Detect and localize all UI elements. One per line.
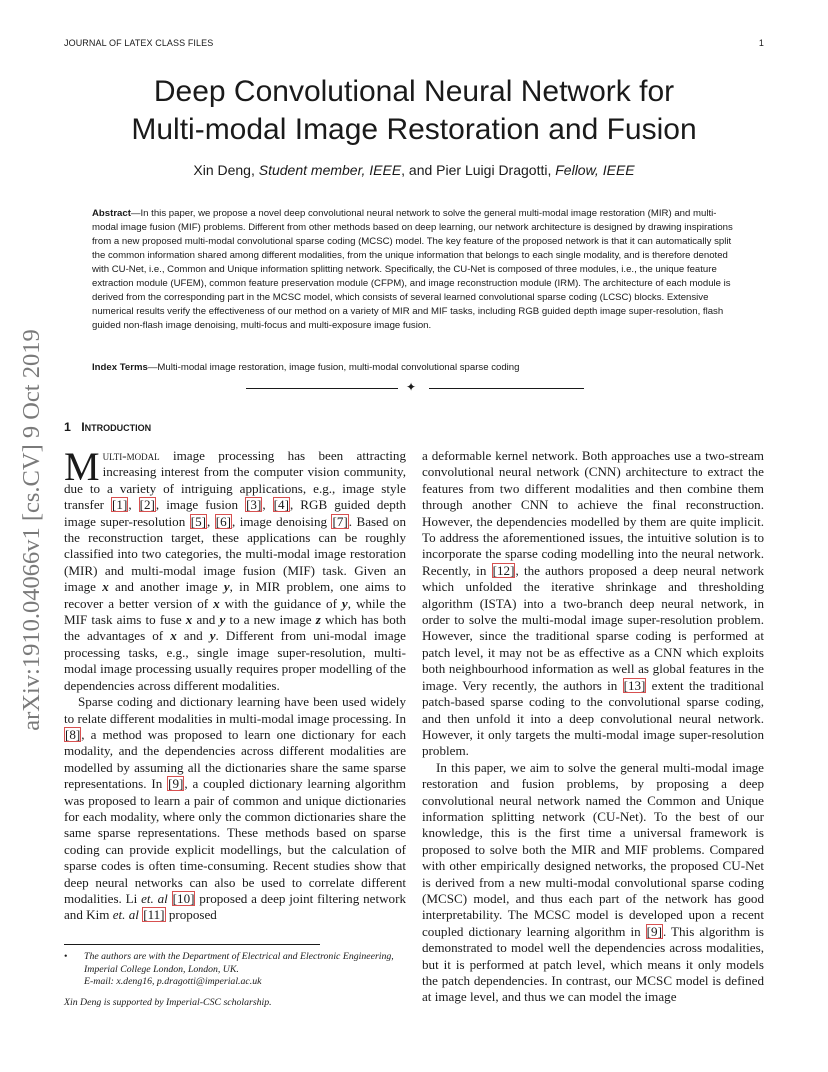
section-title: Introduction: [81, 420, 152, 434]
citation-link[interactable]: [5]: [190, 513, 206, 529]
right-column: [422, 448, 764, 1006]
index-terms-label: Index Terms: [92, 362, 148, 373]
citation-link[interactable]: [6]: [215, 513, 231, 529]
index-terms: [92, 361, 738, 375]
intro-paragraph-4: In this paper, we aim to solve the general multi-modal image restoration and fusion problems, by proposing a deep convolutional neural network named the Common and Unique information splitting network (CU-Net). To the best of our knowledge, this is the first time a universal framework is proposed to solve both the MIR and MIF problems. Compared with other empirically designed networks, the proposed CU-Net is derived from a new multi-modal convolutional sparse coding (MCSC) model, and thus each part of the network has good interpretability. The MCSC model is developed upon a recent coupled dictionary learning algorithm in [9]. This algorithm is demonstrated to model well the dependencies across modalities, but it is performed at patch level, which means it only models the patch dependencies. In contrast, our MCSC model is defined at image level, and thus we can model the image: [422, 759, 764, 1005]
author-line: [64, 162, 764, 178]
bullet-icon: •: [64, 951, 68, 962]
intro-paragraph-2: Sparse coding and dictionary learning have been used widely to relate different modalities in multi-modal image processing. In [8], a method was proposed to learn one dictionary for each modality, and the dependencies across different modalities are modelled by assuming all the dictionaries share the same sparse representations. In [9], a coupled dictionary learning algorithm was proposed to learn a pair of common and unique dictionaries for each modality, where only the common dictionaries share the same sparse representations. These methods based on sparse coding can provide explicit modellings, but the calculation of sparse codes is often time-consuming. Recent studies show that deep neural networks can also be used to correlate different modalities. Li et. al [10] proposed a deep joint filtering network and Kim et. al [11] proposed: [64, 694, 406, 923]
citation-link[interactable]: [12]: [492, 562, 515, 578]
left-column: [64, 444, 407, 924]
index-terms-text: —Multi-modal image restoration, image fusion, multi-modal convolutional sparse coding: [147, 362, 520, 373]
arxiv-identifier: arXiv:1910.04066v1 [cs.CV] 9 Oct 2019: [18, 329, 45, 731]
math-variable: x: [185, 612, 193, 628]
section-heading: [64, 420, 151, 434]
separator-rule-left: [246, 388, 398, 389]
author-1: Xin Deng,: [193, 162, 255, 178]
math-variable: y: [209, 628, 216, 644]
separator-rule-right: [429, 388, 584, 389]
math-variable: x: [102, 579, 109, 595]
abstract-label: Abstract: [92, 208, 131, 219]
affiliation-text: The authors are with the Department of Electrical and Electronic Engineering, Imperial College London, London, UK.: [84, 951, 394, 975]
citation-link[interactable]: [1]: [112, 497, 128, 513]
citation-link[interactable]: [3]: [246, 497, 262, 513]
author-2-role: Fellow, IEEE: [555, 162, 635, 178]
running-header: JOURNAL OF LATEX CLASS FILES: [64, 38, 214, 48]
title-line-1: Deep Convolutional Neural Network for: [153, 75, 675, 108]
arxiv-sidebar: [2, 295, 62, 765]
math-variable: y: [219, 612, 226, 628]
email-text: E-mail: x.deng16, p.dragotti@imperial.ac.uk: [84, 976, 262, 988]
math-variable: y: [223, 579, 230, 595]
author-1-role: Student member, IEEE: [258, 162, 402, 178]
abstract-text: —In this paper, we propose a novel deep convolutional neural network to solve the general multi-modal image restoration (MIR) and multi-modal image fusion (MIF) problems. Different from other methods based on deep learning, our network architecture is designed by drawing inspirations from a new proposed multi-modal convolutional sparse coding (MCSC) model. The key feature of the proposed network is that it can automatically split the common information shared among different modalities, from the unique information that belongs to each single modality, and is therefore denoted with CU-Net, i.e., Common and Unique information splitting network. Specifically, the CU-Net is composed of three modules, i.e., the unique feature extraction module (UFEM), common feature preservation module (CFPM), and image reconstruction module (IRM). The architecture of each module is derived from the corresponding part in the MCSC model, which consists of several learned convolutional sparse coding (LCSC) blocks. Extensive numerical results verify the effectiveness of our method on a variety of MIR and MIF tasks, including RGB guided depth image super-resolution, flash guided non-flash image denoising, multi-focus and multi-exposure image fusion.: [92, 208, 733, 331]
intro-paragraph-1: Multi-modal image processing has been attracting increasing interest from the computer vision community, due to a variety of intriguing applications, e.g., image style transfer [1], [2], image fusion [3], [4], RGB guided depth image super-resolution [5], [6], image denoising [7]. Based on the reconstruction target, these applications can be roughly classified into two categories, the multi-modal image restoration (MIR) and multi-modal image fusion (MIF) task. Given an image x and another image y, in MIR problem, one aims to recover a better version of x with the guidance of y, while the MIF task aims to fuse x and y to a new image z which has both the advantages of x and y. Different from uni-modal image processing tasks, e.g., single image super-resolution, multi-modal image processing usually requires proper modelling of the dependencies across different modalities.: [64, 444, 407, 693]
citation-link[interactable]: [7]: [332, 513, 348, 529]
citation-link[interactable]: [9]: [168, 776, 184, 792]
footnote-rule: [64, 944, 320, 945]
footnote-support: Xin Deng is supported by Imperial-CSC scholarship.: [64, 997, 272, 1008]
math-variable: z: [315, 612, 321, 628]
math-variable: x: [213, 595, 220, 611]
abstract: [92, 207, 738, 333]
author-separator: , and Pier Luigi Dragotti,: [401, 162, 552, 178]
math-variable: y: [341, 595, 348, 611]
citation-link[interactable]: [9]: [646, 923, 662, 939]
citation-link[interactable]: [2]: [139, 497, 155, 513]
citation-link[interactable]: [4]: [273, 497, 289, 513]
title-line-2: Multi-modal Image Restoration and Fusion: [131, 113, 697, 146]
page-number: 1: [758, 38, 764, 48]
footnote-affiliation: [64, 951, 406, 989]
citation-link[interactable]: [10]: [172, 890, 195, 906]
citation-link[interactable]: [13]: [623, 677, 646, 693]
citation-link[interactable]: [8]: [65, 726, 81, 742]
separator-star-icon: ✦: [406, 380, 417, 394]
section-number: 1: [64, 420, 71, 434]
intro-paragraph-3: a deformable kernel network. Both approaches use a two-stream convolutional neural network (CNN) architecture to extract the features from two different modalities and then combine them through another CNN to achieve the final reconstruction. However, the dependencies modelled by them are quite implicit. To address the aforementioned issues, the intuitive solution is to incorporate the sparse coding modelling into the neural network. Recently, in [12], the authors proposed a deep neural network which unfolded the iterative shrinkage and thresholding algorithm (ISTA) into a two-branch deep neural network, in order to solve the multi-modal image super-resolution problem. However, since the traditional sparse coding is performed at patch level, it may not be as effective as a CNN which exploits both neighbourhood information as well as global features in the image. Very recently, the authors in [13] extent the traditional patch-based sparse coding to the convolutional sparse coding, and then unfold it into a deep convolutional neural network. However, it only targets the multi-modal image super-resolution problem.: [422, 448, 764, 759]
math-variable: x: [170, 628, 177, 644]
drop-cap: M: [64, 444, 100, 489]
paper-title: [64, 73, 764, 149]
citation-link[interactable]: [11]: [143, 907, 165, 923]
